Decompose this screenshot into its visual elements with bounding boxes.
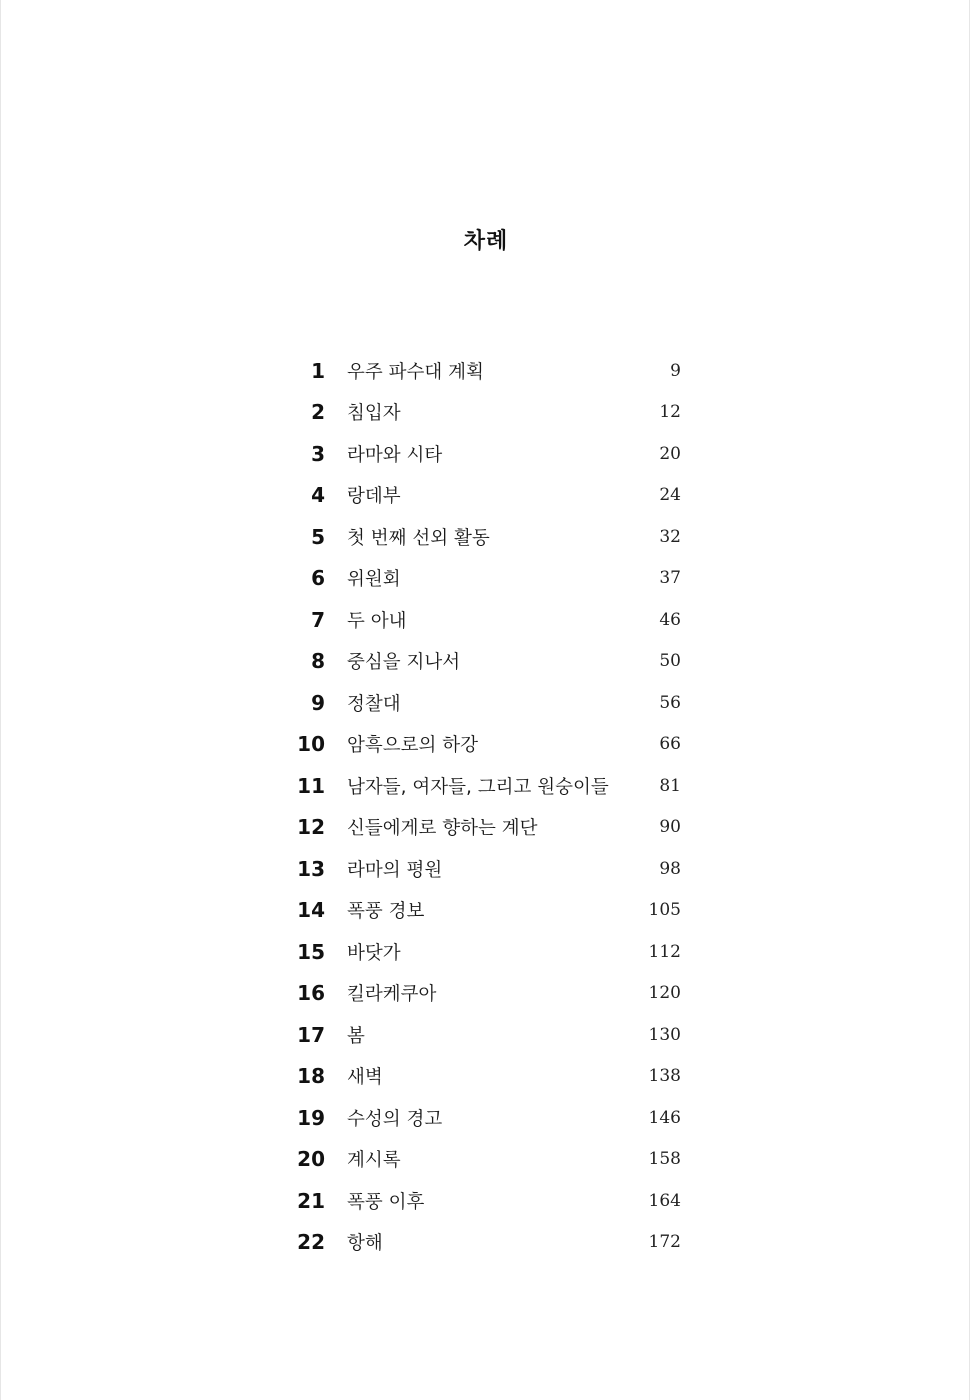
page-number: 112	[648, 941, 681, 962]
page-number: 46	[659, 609, 681, 630]
chapter-title: 폭풍 이후	[347, 1191, 425, 1213]
page-number: 164	[648, 1190, 681, 1211]
toc-entry	[287, 1014, 683, 1056]
toc-list	[287, 350, 683, 1263]
chapter-number: 20	[297, 1147, 325, 1172]
toc-entry	[287, 1222, 683, 1264]
page-number: 138	[648, 1066, 681, 1087]
chapter-number: 15	[297, 939, 325, 964]
chapter-number: 1	[311, 358, 325, 383]
page-number: 50	[659, 651, 681, 672]
chapter-number: 9	[311, 690, 325, 715]
chapter-title: 봄	[347, 1025, 365, 1047]
toc-entry	[287, 848, 683, 890]
page-number: 32	[659, 526, 681, 547]
page-number: 146	[648, 1107, 681, 1128]
toc-entry	[287, 973, 683, 1015]
chapter-title: 남자들, 여자들, 그리고 원숭이들	[347, 776, 609, 798]
page-number: 158	[648, 1149, 681, 1170]
page-number: 90	[659, 817, 681, 838]
chapter-title: 정찰대	[347, 693, 401, 715]
toc-title: 차례	[463, 229, 509, 254]
chapter-number: 17	[297, 1022, 325, 1047]
chapter-title: 두 아내	[347, 610, 407, 632]
chapter-title: 폭풍 경보	[347, 901, 425, 923]
page-number: 172	[648, 1232, 681, 1253]
chapter-title: 중심을 지나서	[347, 652, 461, 674]
chapter-title: 첫 번째 선외 활동	[347, 527, 490, 549]
chapter-number: 14	[297, 898, 325, 923]
chapter-number: 21	[297, 1188, 325, 1213]
page-number: 37	[659, 568, 681, 589]
chapter-title: 우주 파수대 계획	[347, 361, 484, 383]
chapter-title: 바닷가	[347, 942, 401, 964]
chapter-title: 라마와 시타	[347, 444, 443, 466]
page-number: 130	[648, 1024, 681, 1045]
chapter-number: 22	[297, 1230, 325, 1255]
toc-entry	[287, 350, 683, 392]
page-number: 9	[670, 360, 681, 381]
page-number: 12	[659, 402, 681, 423]
toc-entry	[287, 641, 683, 683]
chapter-title: 랑데부	[347, 486, 401, 508]
page-number: 56	[659, 692, 681, 713]
chapter-title: 수성의 경고	[347, 1108, 443, 1130]
chapter-number: 8	[311, 649, 325, 674]
toc-entry	[287, 599, 683, 641]
toc-entry	[287, 682, 683, 724]
chapter-title: 암흑으로의 하강	[347, 735, 478, 757]
chapter-number: 3	[311, 441, 325, 466]
page-number: 81	[659, 775, 681, 796]
chapter-number: 2	[311, 400, 325, 425]
page-number: 98	[659, 858, 681, 879]
chapter-number: 13	[297, 856, 325, 881]
chapter-title: 계시록	[347, 1150, 401, 1172]
toc-entry	[287, 392, 683, 434]
toc-entry	[287, 890, 683, 932]
chapter-number: 11	[297, 773, 325, 798]
toc-entry	[287, 1097, 683, 1139]
page-number: 105	[648, 900, 681, 921]
page-number: 24	[659, 485, 681, 506]
chapter-number: 16	[297, 981, 325, 1006]
toc-entry	[287, 807, 683, 849]
toc-entry	[287, 1180, 683, 1222]
chapter-title: 침입자	[347, 403, 401, 425]
toc-entry	[287, 475, 683, 517]
chapter-number: 10	[297, 732, 325, 757]
toc-entry	[287, 433, 683, 475]
chapter-number: 4	[311, 483, 325, 508]
chapter-title: 라마의 평원	[347, 859, 443, 881]
toc-entry	[287, 765, 683, 807]
chapter-title: 위원회	[347, 569, 401, 591]
chapter-number: 12	[297, 815, 325, 840]
chapter-title: 새벽	[347, 1067, 383, 1089]
page-number: 20	[659, 443, 681, 464]
chapter-title: 항해	[347, 1233, 383, 1255]
page-number: 120	[648, 983, 681, 1004]
toc-entry	[287, 1139, 683, 1181]
page-number: 66	[659, 734, 681, 755]
chapter-number: 5	[311, 524, 325, 549]
toc-entry	[287, 1056, 683, 1098]
toc-entry	[287, 558, 683, 600]
chapter-title: 킬라케쿠아	[347, 984, 437, 1006]
toc-entry	[287, 516, 683, 558]
chapter-number: 18	[297, 1064, 325, 1089]
chapter-number: 7	[311, 607, 325, 632]
toc-entry	[287, 931, 683, 973]
chapter-title: 신들에게로 향하는 계단	[347, 818, 538, 840]
chapter-number: 19	[297, 1105, 325, 1130]
chapter-number: 6	[311, 566, 325, 591]
toc-entry	[287, 724, 683, 766]
